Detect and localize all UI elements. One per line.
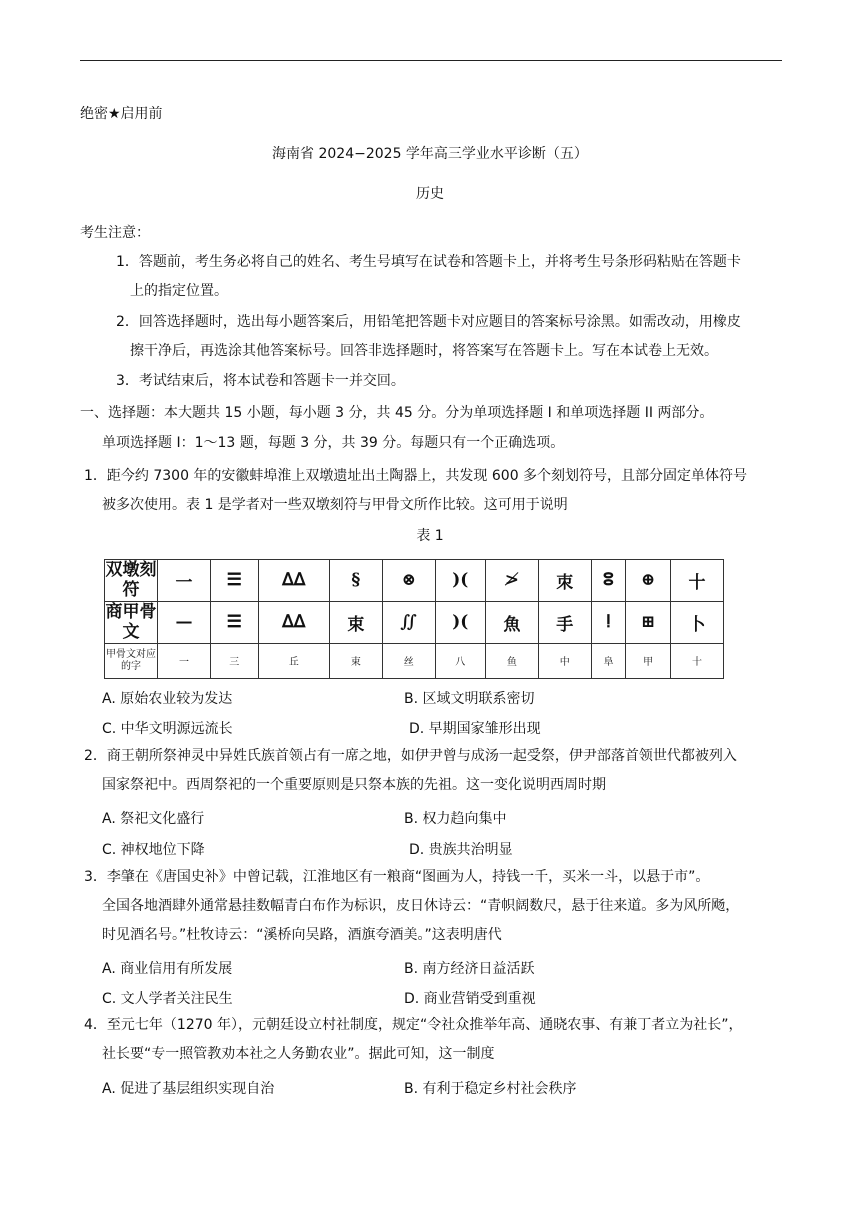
row-header: 甲骨文对应的字 [105,643,158,678]
glyph-cell: ⊕ [626,560,671,602]
notice-item-1: 1．答题前，考生务必将自己的姓名、考生号填写在试卷和答题卡上，并将考生号条形码粘贴在答题卡 [116,254,741,270]
q3-option-c[interactable]: C. 文人学者关注民生 [102,991,233,1007]
glyph-cell: 一 [158,560,211,602]
section-heading: 一、选择题：本大题共 15 小题，每小题 3 分，共 45 分。分为单项选择题 I 和单项选择题 II 两部分。 [80,405,714,421]
notice-heading: 考生注意： [80,225,150,241]
notice-item-2-cont: 擦干净后，再选涂其他答案标号。回答非选择题时，将答案写在答题卡上。写在本试卷上无效。 [130,343,718,359]
glyph-cell: 朿 [538,560,591,602]
q4-option-a[interactable]: A. 促进了基层组织实现自治 [102,1081,275,1097]
glyph-comparison-table [104,559,724,679]
question-4-line1: 4．至元七年（1270 年），元朝廷设立村社制度，规定“令社众推举年高、通晓农事、有兼丁者立为社长”， [84,1017,743,1033]
glyph-cell: 束 [329,601,382,643]
glyph-cell: 十 [671,560,724,602]
row-header: 商甲骨文 [105,601,157,643]
q2-option-d[interactable]: D. 贵族共治明显 [409,842,513,858]
table-row [105,643,724,678]
glyph-cell: )( [435,560,485,602]
q3-option-a[interactable]: A. 商业信用有所发展 [102,961,233,977]
question-2-line2: 国家祭祀中。西周祭祀的一个重要原则是只祭本族的先祖。这一变化说明西周时期 [102,777,606,793]
glyph-cell: ∬ [382,601,435,643]
question-1-line1: 1．距今约 7300 年的安徽蚌埠淮上双墩遗址出土陶器上，共发现 600 多个刻划符号，且部分固定单体符号 [84,468,748,484]
question-3-line2: 全国各地酒肆外通常悬挂数幅青白布作为标识，皮日休诗云：“青帜阔数尺，悬于往来道。多为风所飏， [102,898,740,914]
glyph-cell: — [158,601,211,643]
q3-option-b[interactable]: B. 南方经济日益活跃 [404,961,535,977]
notice-item-3: 3．考试结束后，将本试卷和答题卡一并交回。 [116,373,405,389]
row-header: 双墩刻符 [105,560,157,601]
subject-title: 历史 [416,186,444,202]
glyph-cell: § [329,560,382,602]
char-cell: 束 [329,643,382,678]
q1-option-d[interactable]: D. 早期国家雏形出现 [409,721,541,737]
question-4-line2: 社长要“专一照管教劝本社之人务勤农业”。据此可知，这一制度 [102,1046,495,1062]
confidential-label: 绝密★启用前 [80,106,163,122]
char-cell: 三 [210,643,258,678]
top-rule [80,60,782,61]
glyph-cell: ⊗ [382,560,435,602]
char-cell: 甲 [626,643,671,678]
notice-item-2: 2．回答选择题时，选出每小题答案后，用铅笔把答题卡对应题目的答案标号涂黑。如需改动，用橡皮 [116,314,741,330]
q2-option-c[interactable]: C. 神权地位下降 [102,842,205,858]
char-cell: 鱼 [485,643,538,678]
section-subheading: 单项选择题 I：1～13 题，每题 3 分，共 39 分。每题只有一个正确选项。 [102,435,565,451]
char-cell: 丘 [258,643,329,678]
char-cell: 丝 [382,643,435,678]
question-3-line1: 3．李肇在《唐国史补》中曾记载，江淮地区有一粮商“图画为人，持钱一千，买米一斗，以悬于市”。 [84,869,710,885]
char-cell: 八 [435,643,485,678]
question-3-line3: 时见酒名号。”杜牧诗云：“溪桥向吴路，酒旗夸酒美。”这表明唐代 [102,927,502,943]
q4-option-b[interactable]: B. 有利于稳定乡村社会秩序 [404,1081,577,1097]
q1-option-b[interactable]: B. 区域文明联系密切 [404,691,535,707]
q1-option-a[interactable]: A. 原始农业较为发达 [102,691,233,707]
notice-item-1-cont: 上的指定位置。 [130,283,228,299]
char-cell: 中 [538,643,591,678]
glyph-cell: )( [435,601,485,643]
q2-option-a[interactable]: A. 祭祀文化盛行 [102,811,205,827]
question-1-line2: 被多次使用。表 1 是学者对一些双墩刻符与甲骨文所作比较。这可用于说明 [102,497,568,513]
glyph-cell: ᐃᐃ [258,601,329,643]
glyph-cell: ☰ [210,560,258,602]
glyph-cell: ᐃᐃ [258,560,329,602]
table-caption: 表 1 [416,528,444,544]
exam-title: 海南省 2024−2025 学年高三学业水平诊断（五） [272,146,588,162]
char-cell: 一 [158,643,211,678]
glyph-cell: 卜 [671,601,724,643]
glyph-cell: ≯ [485,560,538,602]
table-row [105,560,724,602]
question-2-line1: 2．商王朝所祭神灵中异姓氏族首领占有一席之地，如伊尹曾与成汤一起受祭，伊尹部落首领世代都被列入 [84,748,737,764]
glyph-cell: ⵓ [591,560,626,602]
glyph-cell: 魚 [485,601,538,643]
q3-option-d[interactable]: D. 商业营销受到重视 [404,991,536,1007]
table-row [105,601,724,643]
glyph-cell: ☰ [210,601,258,643]
glyph-cell: ⵑ [591,601,626,643]
char-cell: 阜 [591,643,626,678]
glyph-cell: 手 [538,601,591,643]
glyph-cell: ⊞ [626,601,671,643]
q1-option-c[interactable]: C. 中华文明源远流长 [102,721,233,737]
char-cell: 十 [671,643,724,678]
q2-option-b[interactable]: B. 权力趋向集中 [404,811,507,827]
